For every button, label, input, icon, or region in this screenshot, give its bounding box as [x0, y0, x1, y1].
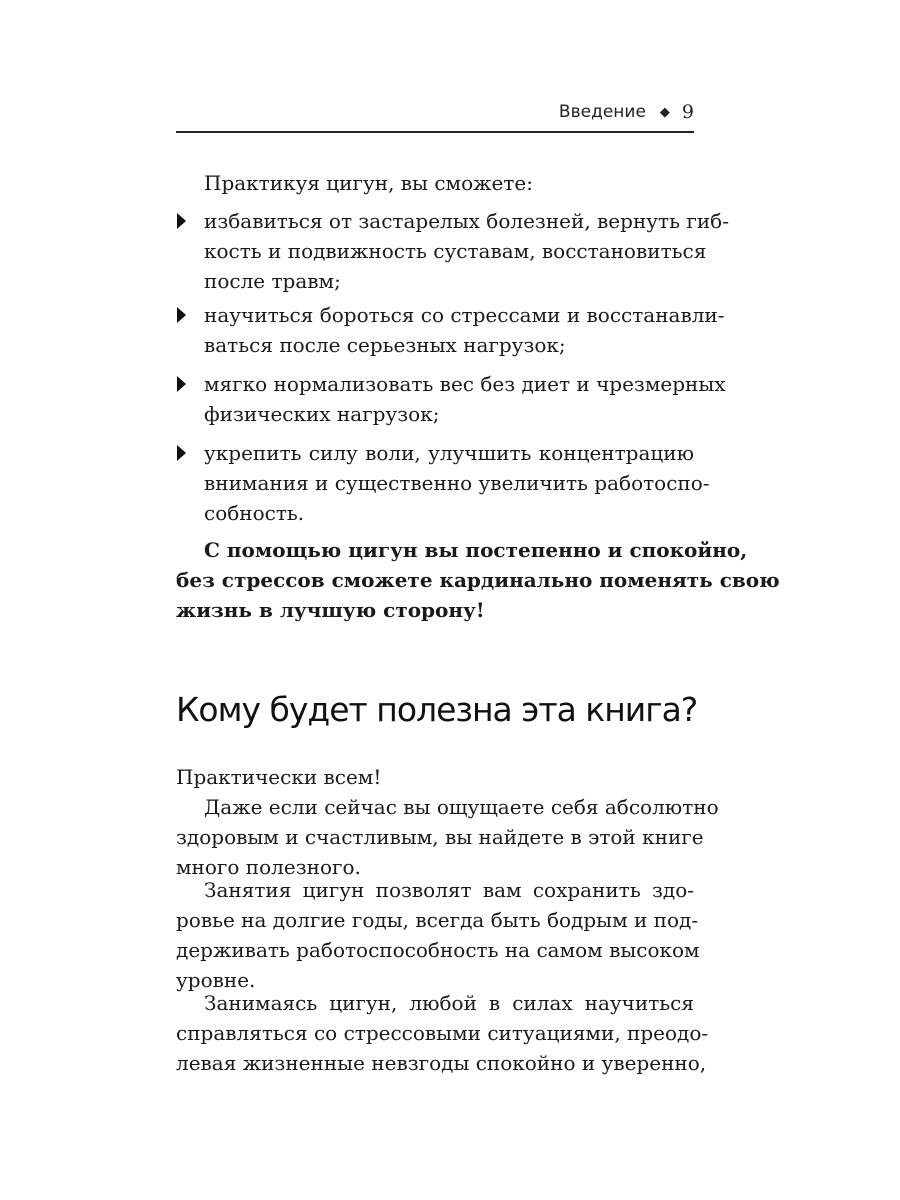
paragraph: Занятия цигун позволят вам сохранить здо- ровье на долгие годы, всегда быть бодрым и под- держивать работоспособность на самом высоком уровне.: [176, 878, 700, 992]
bullet-arrow-icon: [177, 376, 186, 392]
bullet-item: укрепить силу воли, улучшить концентрацию внимания и существенно увеличить работоспо- собность.: [204, 441, 710, 525]
intro-line: Практикуя цигун, вы сможете:: [204, 171, 533, 195]
bold-paragraph: С помощью цигун вы постепенно и спокойно, без стрессов сможете кардинально поменять свою жизнь в лучшую сторону!: [176, 538, 780, 622]
section-title: Введение: [558, 102, 646, 122]
bullet-arrow-icon: [177, 213, 186, 229]
running-header: [176, 98, 694, 126]
header-rule: [176, 131, 694, 133]
bullet-arrow-icon: [177, 307, 186, 323]
bullet-item: мягко нормализовать вес без диет и чрезмерных физических нагрузок;: [204, 372, 726, 426]
section-heading: Кому будет полезна эта книга?: [176, 690, 698, 729]
bullet-arrow-icon: [177, 445, 186, 461]
page-number: 9: [681, 101, 694, 123]
paragraph: Практически всем!: [176, 765, 382, 789]
diamond-icon: ◆: [659, 104, 670, 120]
bullet-item: научиться бороться со стрессами и восстанавли- ваться после серьезных нагрузок;: [204, 303, 725, 357]
paragraph: Занимаясь цигун, любой в силах научиться справляться со стрессовыми ситуациями, преодо- левая жизненные невзгоды спокойно и уверенно,: [176, 991, 709, 1075]
bullet-item: избавиться от застарелых болезней, вернуть гиб- кость и подвижность суставам, восстановиться после травм;: [204, 209, 729, 293]
paragraph: Даже если сейчас вы ощущаете себя абсолютно здоровым и счастливым, вы найдете в этой книге много полезного.: [176, 795, 719, 879]
